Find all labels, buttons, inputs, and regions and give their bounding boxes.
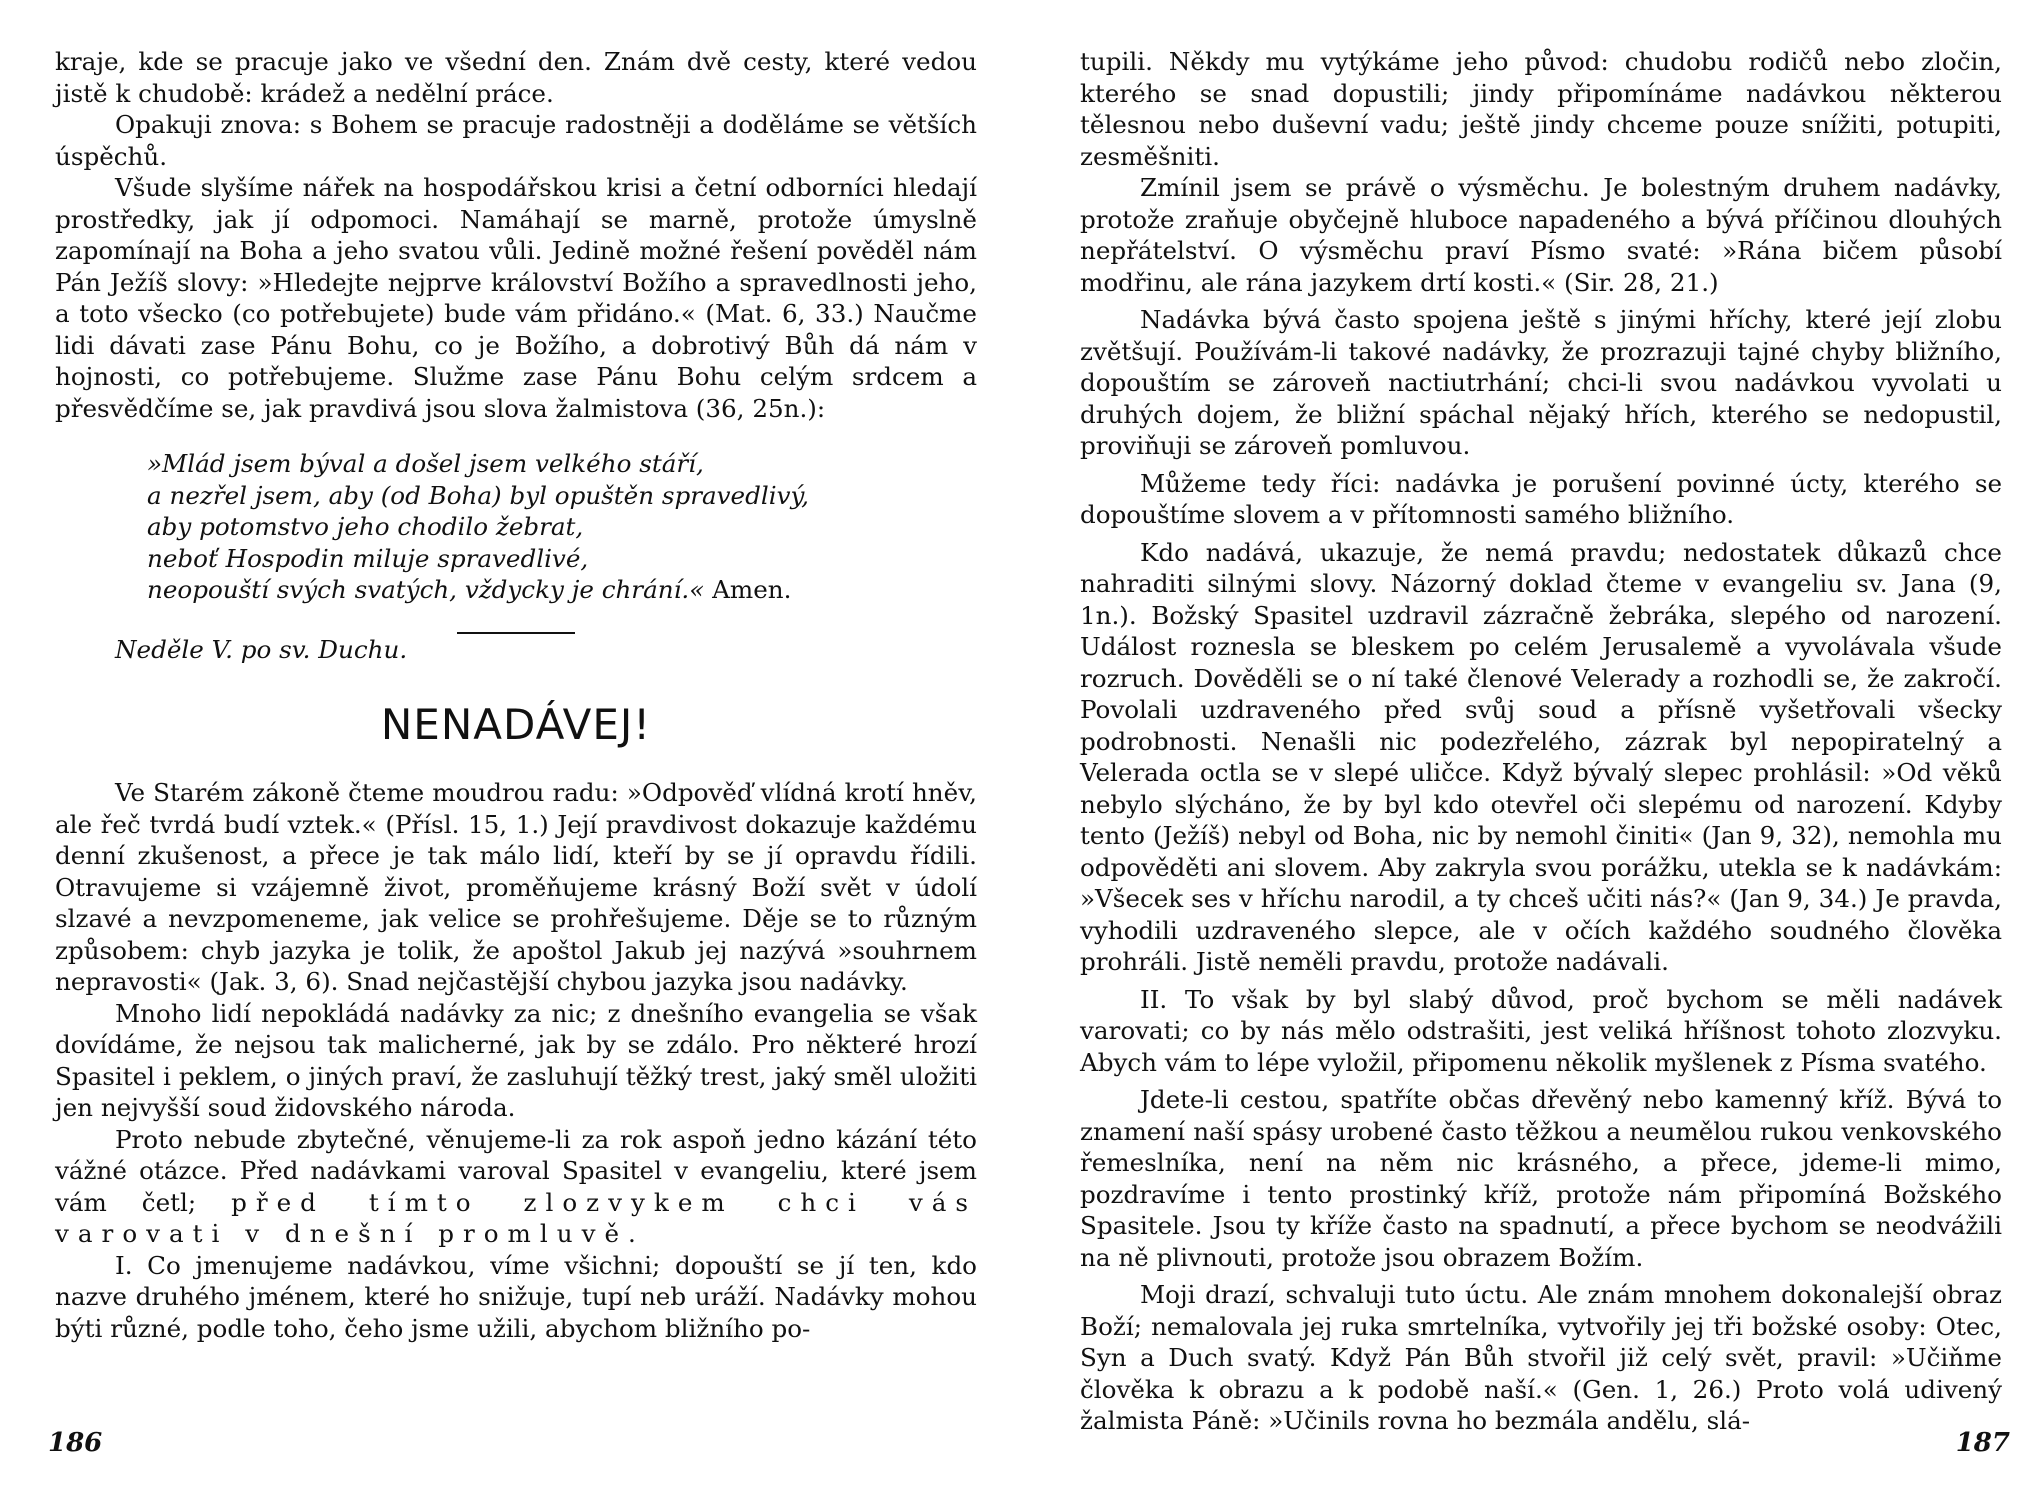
paragraph: Opakuji znova: s Bohem se pracuje radostněji a doděláme se větších úspěchů. xyxy=(55,110,977,171)
psalm-quote xyxy=(147,448,977,606)
poem-line: »Mlád jsem býval a došel jsem velkého stáří, xyxy=(147,449,704,478)
page-number: 187 xyxy=(1955,1428,2010,1458)
paragraph: Mnoho lidí nepokládá nadávky za nic; z dnešního evangelia se však dovídáme, že nejsou tak malicherné, jak by se zdálo. Pro některé hrozí Spasitel i peklem, o jiných praví, že zasluhují těžký trest, jaký směl uložiti jen nejvyšší soud židovského národa. xyxy=(55,998,977,1122)
paragraph: I. Co jmenujeme nadávkou, víme všichni; dopouští se jí ten, kdo nazve druhého jménem, které ho snižuje, tupí neb uráží. Nadávky mohou býti různé, podle toho, čeho jsme užili, abychom bližního po- xyxy=(55,1250,977,1343)
poem-line: neopouští svých svatých, vždycky je chrání.« xyxy=(147,575,705,604)
left-text-column xyxy=(55,46,977,1344)
paragraph: Zmínil jsem se právě o výsměchu. Je bolestným druhem nadávky, protože zraňuje obyčejně hluboce napadeného a bývá příčinou dlouhých nepřátelství. O výsměchu praví Písmo svaté: »Rána bičem působí modřinu, ale rána jazykem drtí kosti.« (Sir. 28, 21.) xyxy=(1080,173,2002,297)
paragraph: Ve Starém zákoně čteme moudrou radu: »Odpověď vlídná krotí hněv, ale řeč tvrdá budí vztek.« (Přísl. 15, 1.) Její pravdivost dokazuje každému denní zkušenost, a přece je tak málo lidí, kteří by se jí opravdu řídili. Otravujeme si vzájemně život, proměňujeme krásný Boží svět v údolí slzavé a nevzpomeneme, jak velice se prohřešujeme. Děje se to různým způsobem: chyb jazyka je tolik, že apoštol Jakub jej nazývá »souhrnem nepravosti« (Jak. 3, 6). Snad nejčastější chybou jazyka jsou nadávky. xyxy=(55,778,977,996)
paragraph: Nadávka bývá často spojena ještě s jinými hříchy, které její zlobu zvětšují. Používám-li takové nadávky, že prozrazuji tajné chyby bližního, dopouštím se zároveň nactiutrhání; chci-li svou nadávkou vyvolati u druhých dojem, že bližní spáchal nějaký hřích, kterého se nedopustil, proviňuji se zároveň pomluvou. xyxy=(1080,305,2002,460)
paragraph: Moji drazí, schvaluji tuto úctu. Ale znám mnohem dokonalejší obraz Boží; nemalovala jej ruka smrtelníka, vytvořily jej tři božské osoby: Otec, Syn a Duch svatý. Když Pán Bůh stvořil již celý svět, pravil: »Učiňme člověka k obrazu a k podobě naší.« (Gen. 1, 26.) Proto volá udivený žalmista Páně: »Učinils rovna ho bezmála andělu, slá- xyxy=(1080,1280,2002,1435)
right-page xyxy=(1022,0,2044,1500)
paragraph: tupili. Někdy mu vytýkáme jeho původ: chudobu rodičů nebo zločin, kterého se snad dopustili; jindy připomínáme nadávkou některou tělesnou nebo duševní vadu; ještě jindy chceme pouze snížiti, potupiti, zesměšniti. xyxy=(1080,47,2002,171)
right-text-column xyxy=(1080,46,2002,1437)
poem-line: aby potomstvo jeho chodilo žebrat, xyxy=(147,512,584,541)
paragraph: kraje, kde se pracuje jako ve všední den. Znám dvě cesty, které vedou jistě k chudobě: krádež a nedělní práce. xyxy=(55,47,977,108)
paragraph xyxy=(55,1124,977,1250)
paragraph: II. To však by byl slabý důvod, proč bychom se měli nadávek varovati; co by nás mělo odstrašiti, jest veliká hříšnost tohoto zlozvyku. Abych vám to lépe vyložil, připomenu několik myšlenek z Písma svatého. xyxy=(1080,984,2002,1077)
liturgical-date: Neděle V. po sv. Duchu. xyxy=(115,634,408,664)
amen: Amen. xyxy=(712,575,792,604)
paragraph: Jdete-li cestou, spatříte občas dřevěný nebo kamenný kříž. Bývá to znamení naší spásy urobené často těžkou a neumělou rukou venkovského řemeslníka, není na něm nic krásného, a přece, jdeme-li mimo, pozdravíme i tento prostinký kříž, protože nám připomíná Božského Spasitele. Jsou ty kříže často na spadnutí, a přece bychom se neodvážili na ně plivnouti, protože jsou obrazem Božím. xyxy=(1080,1085,2002,1272)
paragraph: Můžeme tedy říci: nadávka je porušení povinné úcty, kterého se dopouštíme slovem a v přítomnosti samého bližního. xyxy=(1080,468,2002,529)
page-number: 186 xyxy=(48,1428,103,1458)
poem-line: a nezřel jsem, aby (od Boha) byl opuštěn spravedlivý, xyxy=(147,480,809,510)
paragraph-text: Proto nebude zbytečné, věnujeme-li za rok aspoň jedno kázání této vážné otázce. Před nadávkami varoval Spasitel v evangeliu, které jsem vám četl; xyxy=(55,1124,977,1217)
sermon-title: NENADÁVEJ! xyxy=(380,700,652,749)
paragraph: Všude slyšíme nářek na hospodářskou krisi a četní odborníci hledají prostředky, jak jí odpomoci. Namáhají se marně, protože úmyslně zapomínají na Boha a jeho svatou vůli. Jedině možné řešení pověděl nám Pán Ježíš slovy: »Hledejte nejprve království Božího a spravedlnosti jeho, a toto všecko (co potřebujete) bude vám přidáno.« (Mat. 6, 33.) Naučme lidi dávati zase Pánu Bohu, co je Božího, a dobrotivý Bůh dá nám v hojnosti, co potřebujeme. Služme zase Pánu Bohu celým srdcem a přesvědčíme se, jak pravdivá jsou slova žalmistova (36, 25n.): xyxy=(55,173,977,423)
poem-line: neboť Hospodin miluje spravedlivé, xyxy=(147,543,589,573)
paragraph: Kdo nadává, ukazuje, že nemá pravdu; nedostatek důkazů chce nahraditi silnými slovy. Názorný doklad čteme v evangeliu sv. Jana (9, 1n.). Božský Spasitel uzdravil zázračně žebráka, slepého od narození. Událost roznesla se bleskem po celém Jerusalemě a vyvolávala všude rozruch. Dověděli se o ní také členové Velerady a rozhodli se, že zakročí. Povolali uzdraveného před svůj soud a přísně vyšetřovali všecky podrobnosti. Nenašli nic podezřelého, zázrak byl nepopiratelný a Velerada octla se v slepé uličce. Když bývalý slepec prohlásil: »Od věků nebylo slýcháno, že by byl kdo otevřel oči slepému od narození. Kdyby tento (Ježíš) nebyl od Boha, nic by nemohl činiti« (Jan 9, 32), nemohla mu odpověděti ani slovem. Aby zakryla svou porážku, utekla se k nadávkám: »Všecek ses v hříchu narodil, a ty chceš učiti nás?« (Jan 9, 34.) Je pravda, vyhodili uzdraveného slepce, ale v očích každého soudného člověka prohráli. Jistě neměli pravdu, protože nadávali. xyxy=(1080,537,2002,976)
emphasized-text: před tímto zlozvykem chci vás varovati v dnešní promluvě. xyxy=(55,1187,977,1248)
poem-line-last xyxy=(147,574,977,606)
